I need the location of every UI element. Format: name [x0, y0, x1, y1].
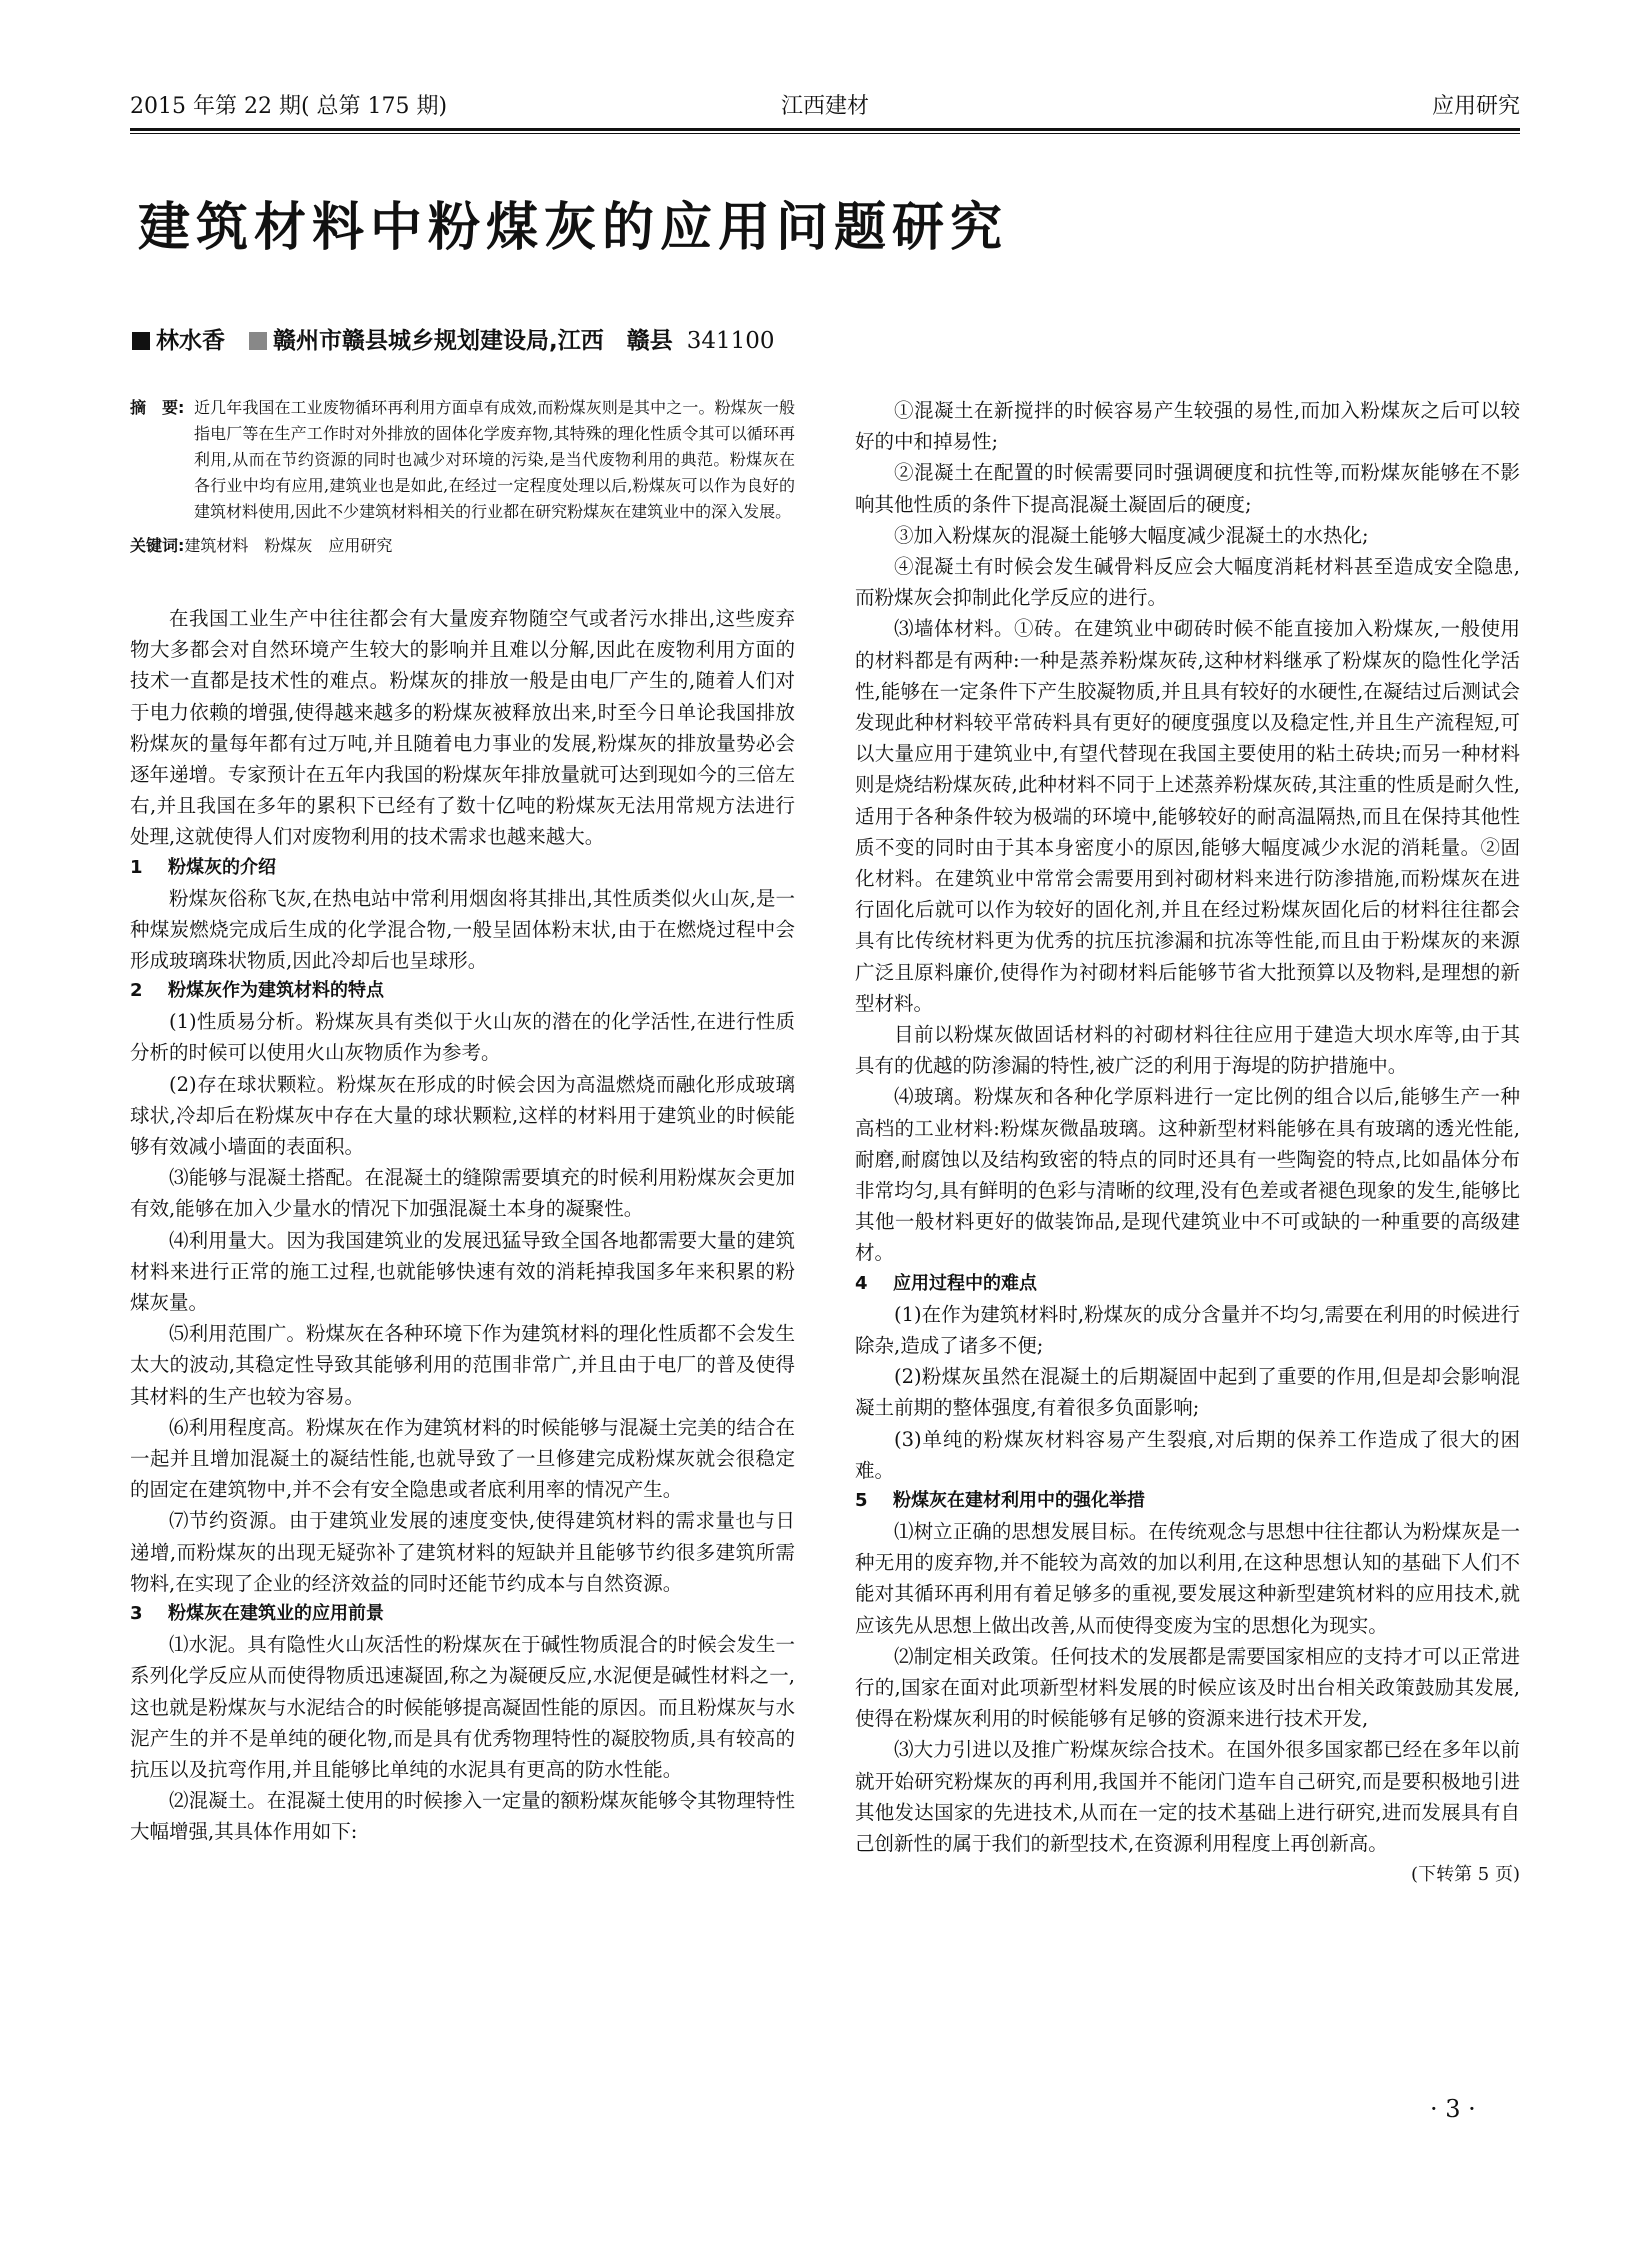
- keywords-label: 关键词:: [130, 536, 185, 555]
- section-title: 粉煤灰在建材利用中的强化举措: [893, 1489, 1145, 1511]
- paragraph: ⑵制定相关政策。任何技术的发展都是需要国家相应的支持才可以正常进行的,国家在面对此项新型材料发展的时候应该及时出台相关政策鼓励其发展,使得在粉煤灰利用的时候能够有足够的资源来进行技术开发,: [855, 1644, 1520, 1731]
- paragraph: (1)性质易分析。粉煤灰具有类似于火山灰的潜在的化学活性,在进行性质分析的时候可以使用火山灰物质作为参考。: [130, 1010, 795, 1065]
- paragraph: ⑶大力引进以及推广粉煤灰综合技术。在国外很多国家都已经在多年以前就开始研究粉煤灰的再利用,我国并不能闭门造车自己研究,而是要积极地引进其他发达国家的先进技术,从而在一定的技术基础上进行研究,进而发展具有自己创新性的属于我们的新型技术,在资源利用程度上再创新高。: [855, 1738, 1520, 1855]
- paragraph: (1)在作为建筑材料时,粉煤灰的成分含量并不均匀,需要在利用的时候进行除杂,造成了诸多不便;: [855, 1302, 1520, 1357]
- affiliation: 赣州市赣县城乡规划建设局,江西 赣县: [273, 328, 673, 354]
- continued-note: (下转第 5 页): [1411, 1864, 1520, 1886]
- section-title: 粉煤灰的介绍: [168, 856, 276, 878]
- page-number: · 3 ·: [1430, 2095, 1476, 2123]
- section-title: 粉煤灰在建筑业的应用前景: [168, 1603, 384, 1625]
- abstract-text: 近几年我国在工业废物循环再利用方面卓有成效,而粉煤灰则是其中之一。粉煤灰一般指电厂等在生产工作时对外排放的固体化学废弃物,其特殊的理化性质令其可以循环再利用,从而在节约资源的同时也减少对环境的污染,是当代废物利用的典范。粉煤灰在各行业中均有应用,建筑业也是如此,在经过一定程度处理以后,粉煤灰可以作为良好的建筑材料使用,因此不少建筑材料相关的行业都在研究粉煤灰在建筑业中的深入发展。: [194, 398, 795, 521]
- section-number: 2: [130, 980, 143, 1002]
- paragraph: ⑷玻璃。粉煤灰和各种化学原料进行一定比例的组合以后,能够生产一种高档的工业材料:粉煤灰微晶玻璃。这种新型材料能够在具有玻璃的透光性能,耐磨,耐腐蚀以及结构致密的特点的同时还具有一些陶瓷的特点,比如晶体分布非常均匀,具有鲜明的色彩与清晰的纹理,没有色差或者褪色现象的发生,能够比其他一般材料更好的做装饰品,是现代建筑业中不可或缺的一种重要的高级建材。: [855, 1085, 1520, 1265]
- paragraph: ⑸利用范围广。粉煤灰在各种环境下作为建筑材料的理化性质都不会发生太大的波动,其稳定性导致其能够利用的范围非常广,并且由于电厂的普及使得其材料的生产也较为容易。: [130, 1322, 795, 1408]
- paragraph: 粉煤灰俗称飞灰,在热电站中常利用烟囱将其排出,其性质类似火山灰,是一种煤炭燃烧完成后生成的化学混合物,一般呈固体粉末状,由于在燃烧过程中会形成玻璃珠状物质,因此冷却后也呈球形。: [130, 886, 795, 973]
- postal-code: 341100: [686, 328, 775, 354]
- keywords-text: 建筑材料 粉煤灰 应用研究: [184, 536, 393, 555]
- paragraph: ②混凝土在配置的时候需要同时强调硬度和抗性等,而粉煤灰能够在不影响其他性质的条件下提高混凝土凝固后的硬度;: [855, 461, 1520, 516]
- section-number: 4: [855, 1272, 868, 1294]
- paragraph: (2)存在球状颗粒。粉煤灰在形成的时候会因为高温燃烧而融化形成玻璃球状,冷却后在粉煤灰中存在大量的球状颗粒,这样的材料用于建筑业的时候能够有效减小墙面的表面积。: [130, 1072, 795, 1159]
- abstract: [130, 395, 795, 525]
- right-column: [855, 395, 1520, 1890]
- keywords: [130, 533, 795, 559]
- paragraph: ④混凝土有时候会发生碱骨料反应会大幅度消耗材料甚至造成安全隐患,而粉煤灰会抑制此化学反应的进行。: [855, 555, 1520, 610]
- left-body: [130, 603, 795, 1848]
- header-rule: [130, 128, 1520, 131]
- author-square-icon: [132, 332, 150, 350]
- section-title: 应用过程中的难点: [893, 1272, 1037, 1294]
- section-heading: [855, 1269, 1520, 1299]
- section-number: 1: [130, 856, 143, 878]
- section-heading: [130, 853, 795, 883]
- section-number: 3: [130, 1603, 143, 1625]
- left-column: [130, 395, 795, 1848]
- paragraph: (3)单纯的粉煤灰材料容易产生裂痕,对后期的保养工作造成了很大的困难。: [855, 1427, 1520, 1482]
- running-header: [130, 92, 1520, 126]
- article-title: 建筑材料中粉煤灰的应用问题研究: [138, 198, 1009, 258]
- paragraph: ③加入粉煤灰的混凝土能够大幅度减少混凝土的水热化;: [894, 523, 1369, 547]
- section-number: 5: [855, 1489, 868, 1511]
- section-title: 粉煤灰作为建筑材料的特点: [168, 980, 384, 1002]
- paragraph: ①混凝土在新搅拌的时候容易产生较强的易性,而加入粉煤灰之后可以较好的中和掉易性;: [855, 399, 1520, 454]
- paragraph: 在我国工业生产中往往都会有大量废弃物随空气或者污水排出,这些废弃物大多都会对自然环境产生较大的影响并且难以分解,因此在废物利用方面的技术一直都是技术性的难点。粉煤灰的排放一般是由电厂产生的,随着人们对于电力依赖的增强,使得越来越多的粉煤灰被释放出来,时至今日单论我国排放粉煤灰的量每年都有过万吨,并且随着电力事业的发展,粉煤灰的排放量势必会逐年递增。专家预计在五年内我国的粉煤灰年排放量就可达到现如今的三倍左右,并且我国在多年的累积下已经有了数十亿吨的粉煤灰无法用常规方法进行处理,这就使得人们对废物利用的技术需求也越来越大。: [130, 607, 795, 849]
- paragraph: (2)粉煤灰虽然在混凝土的后期凝固中起到了重要的作用,但是却会影响混凝土前期的整体强度,有着很多负面影响;: [855, 1365, 1520, 1420]
- paragraph: ⑷利用量大。因为我国建筑业的发展迅猛导致全国各地都需要大量的建筑材料来进行正常的施工过程,也就能够快速有效的消耗掉我国多年来积累的粉煤灰量。: [130, 1228, 795, 1315]
- abstract-label: 摘 要:: [130, 398, 185, 417]
- paragraph: 目前以粉煤灰做固话材料的衬砌材料往往应用于建造大坝水库等,由于其具有的优越的防渗漏的特性,被广泛的利用于海堤的防护措施中。: [855, 1023, 1520, 1078]
- affiliation-square-icon: [249, 332, 267, 350]
- paragraph: ⑴树立正确的思想发展目标。在传统观念与思想中往往都认为粉煤灰是一种无用的废弃物,并不能较为高效的加以利用,在这种思想认知的基础下人们不能对其循环再利用有着足够多的重视,要发展这种新型建筑材料的应用技术,就应该先从思想上做出改善,从而使得变废为宝的思想化为现实。: [855, 1519, 1520, 1637]
- journal-name: 江西建材: [780, 94, 869, 119]
- byline: [132, 322, 775, 355]
- paragraph: ⑶墙体材料。①砖。在建筑业中砌砖时候不能直接加入粉煤灰,一般使用的材料都是有两种:一种是蒸养粉煤灰砖,这种材料继承了粉煤灰的隐性化学活性,能够在一定条件下产生胶凝物质,并且具有较好的水硬性,在凝结过后测试会发现此种材料较平常砖料具有更好的硬度强度以及稳定性,并且生产流程短,可以大量应用于建筑业中,有望代替现在我国主要使用的粘土砖块;而另一种材料则是烧结粉煤灰砖,此种材料不同于上述蒸养粉煤灰砖,其注重的性质是耐久性,适用于各种条件较为极端的环境中,能够较好的耐高温隔热,而且在保持其他性质不变的同时由于其本身密度小的原因,能够大幅度减少水泥的消耗量。②固化材料。在建筑业中常常会需要用到衬砌材料来进行防渗措施,而粉煤灰在进行固化后就可以作为较好的固化剂,并且在经过粉煤灰固化后的材料往往都会具有比传统材料更为优秀的抗压抗渗漏和抗冻等性能,而且由于粉煤灰的来源广泛且原料廉价,使得作为衬砌材料后能够节省大批预算以及物料,是理想的新型材料。: [855, 617, 1520, 1015]
- section-heading: [855, 1486, 1520, 1516]
- right-body: [855, 395, 1520, 1859]
- issue-info: 2015 年第 22 期( 总第 175 期): [130, 94, 448, 119]
- paragraph: ⑵混凝土。在混凝土使用的时候掺入一定量的额粉煤灰能够令其物理特性大幅增强,其具体作用如下:: [130, 1789, 795, 1844]
- section-heading: [130, 976, 795, 1006]
- section-heading: [130, 1599, 795, 1629]
- author-name: 林水香: [156, 328, 225, 354]
- paragraph: ⑶能够与混凝土搭配。在混凝土的缝隙需要填充的时候利用粉煤灰会更加有效,能够在加入少量水的情况下加强混凝土本身的凝聚性。: [130, 1166, 795, 1221]
- paragraph: ⑴水泥。具有隐性火山灰活性的粉煤灰在于碱性物质混合的时候会发生一系列化学反应从而使得物质迅速凝固,称之为凝硬反应,水泥便是碱性材料之一,这也就是粉煤灰与水泥结合的时候能够提高凝固性能的原因。而且粉煤灰与水泥产生的并不是单纯的硬化物,而是具有优秀物理特性的凝胶物质,具有较高的抗压以及抗弯作用,并且能够比单纯的水泥具有更高的防水性能。: [130, 1633, 795, 1781]
- header-rule-thin: [130, 133, 1520, 134]
- paragraph: ⑹利用程度高。粉煤灰在作为建筑材料的时候能够与混凝土完美的结合在一起并且增加混凝土的凝结性能,也就导致了一旦修建完成粉煤灰就会很稳定的固定在建筑物中,并不会有安全隐患或者底利用率的情况产生。: [130, 1415, 795, 1502]
- section-name: 应用研究: [1431, 94, 1520, 119]
- paragraph: ⑺节约资源。由于建筑业发展的速度变快,使得建筑材料的需求量也与日递增,而粉煤灰的出现无疑弥补了建筑材料的短缺并且能够节约很多建筑所需物料,在实现了企业的经济效益的同时还能节约成本与自然资源。: [130, 1509, 795, 1595]
